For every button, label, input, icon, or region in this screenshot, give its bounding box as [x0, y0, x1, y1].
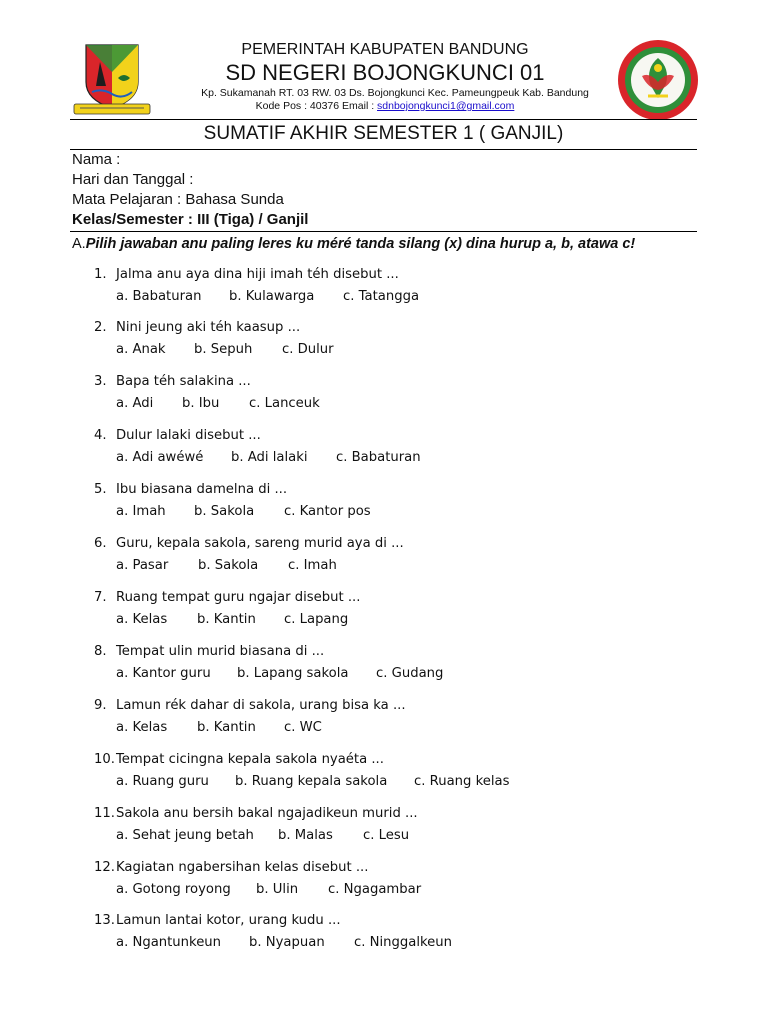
answer-option-c[interactable]: c. Ruang kelas: [414, 774, 510, 789]
mata-pelajaran-field: Mata Pelajaran : Bahasa Sunda: [72, 191, 284, 208]
answer-option-c[interactable]: c. Kantor pos: [284, 504, 371, 519]
question-number: 4.: [94, 428, 107, 443]
question-text: Ruang tempat guru ngajar disebut ...: [116, 590, 361, 605]
answer-option-a[interactable]: a. Sehat jeung betah: [116, 828, 254, 843]
answer-option-c[interactable]: c. Lesu: [363, 828, 410, 843]
question-text: Kagiatan ngabersihan kelas disebut ...: [116, 860, 369, 875]
question-text: Jalma anu aya dina hiji imah téh disebut ...: [116, 267, 399, 282]
answer-option-c[interactable]: c. WC: [284, 720, 322, 735]
question-number: 5.: [94, 482, 107, 497]
question-number: 7.: [94, 590, 107, 605]
answer-option-b[interactable]: b. Ulin: [256, 882, 299, 897]
question-item: [94, 752, 510, 789]
question-item: [94, 644, 444, 681]
question-number: 11.: [94, 806, 115, 821]
header-rule: [70, 119, 697, 120]
kabupaten-bandung-crest-icon: [72, 42, 152, 116]
answer-option-c[interactable]: c. Ngagambar: [328, 882, 422, 897]
school-name: SD NEGERI BOJONGKUNCI 01: [225, 60, 545, 85]
question-number: 3.: [94, 374, 107, 389]
answer-option-c[interactable]: c. Gudang: [376, 666, 444, 681]
question-item: [94, 374, 320, 411]
question-item: [94, 590, 361, 627]
question-number: 13.: [94, 913, 115, 928]
question-text: Dulur lalaki disebut ...: [116, 428, 261, 443]
postal-label: Kode Pos : 40376 Email :: [255, 100, 378, 112]
question-item: [94, 267, 420, 304]
answer-option-c[interactable]: c. Lapang: [284, 612, 349, 627]
question-item: [94, 482, 371, 519]
question-text: Ibu biasana damelna di ...: [116, 482, 288, 497]
answer-option-b[interactable]: b. Lapang sakola: [237, 666, 349, 681]
section-letter: A.: [72, 236, 86, 252]
answer-option-c[interactable]: c. Ninggalkeun: [354, 935, 453, 950]
answer-option-a[interactable]: a. Gotong royong: [116, 882, 231, 897]
answer-option-a[interactable]: a. Pasar: [116, 558, 169, 573]
hari-tanggal-field: Hari dan Tanggal :: [72, 171, 194, 188]
answer-option-c[interactable]: c. Imah: [288, 558, 337, 573]
answer-option-a[interactable]: a. Adi awéwé: [116, 450, 204, 465]
info-rule: [70, 231, 697, 232]
answer-option-a[interactable]: a. Kelas: [116, 720, 168, 735]
school-address: Kp. Sukamanah RT. 03 RW. 03 Ds. Bojongkunci Kec. Pameungpeuk Kab. Bandung: [201, 87, 589, 99]
instruction-text: Pilih jawaban anu paling leres ku méré tanda silang (x) dina hurup a, b, atawa c!: [85, 236, 636, 252]
exam-title: SUMATIF AKHIR SEMESTER 1 ( GANJIL): [203, 123, 564, 144]
question-item: [94, 428, 421, 465]
answer-option-a[interactable]: a. Imah: [116, 504, 166, 519]
question-number: 12.: [94, 860, 115, 875]
government-line: PEMERINTAH KABUPATEN BANDUNG: [241, 41, 529, 58]
question-item: [94, 536, 404, 573]
question-number: 2.: [94, 320, 107, 335]
question-text: Guru, kepala sakola, sareng murid aya di ...: [116, 536, 404, 551]
question-text: Tempat cicingna kepala sakola nyaéta ...: [116, 752, 384, 767]
question-text: Tempat ulin murid biasana di ...: [116, 644, 325, 659]
answer-option-a[interactable]: a. Kantor guru: [116, 666, 211, 681]
answer-option-a[interactable]: a. Babaturan: [116, 289, 202, 304]
answer-option-a[interactable]: a. Ngantunkeun: [116, 935, 222, 950]
answer-option-b[interactable]: b. Kulawarga: [229, 289, 315, 304]
question-item: [94, 806, 418, 843]
question-item: [94, 698, 406, 735]
kelas-semester-field: Kelas/Semester : III (Tiga) / Ganjil: [72, 211, 309, 228]
question-text: Lamun lantai kotor, urang kudu ...: [116, 913, 341, 928]
question-item: [94, 320, 334, 357]
question-number: 1.: [94, 267, 107, 282]
answer-option-b[interactable]: b. Kantin: [197, 612, 256, 627]
nama-field: Nama :: [72, 151, 121, 168]
answer-option-a[interactable]: a. Anak: [116, 342, 166, 357]
question-number: 8.: [94, 644, 107, 659]
instruction: [72, 236, 635, 252]
question-item: [94, 860, 422, 897]
question-text: Bapa téh salakina ...: [116, 374, 251, 389]
question-item: [94, 913, 453, 950]
answer-option-c[interactable]: c. Lanceuk: [249, 396, 320, 411]
answer-option-c[interactable]: c. Dulur: [282, 342, 334, 357]
question-number: 9.: [94, 698, 107, 713]
title-rule: [70, 149, 697, 150]
question-number: 6.: [94, 536, 107, 551]
answer-option-b[interactable]: b. Malas: [278, 828, 333, 843]
answer-option-a[interactable]: a. Ruang guru: [116, 774, 209, 789]
answer-option-b[interactable]: b. Nyapuan: [249, 935, 325, 950]
question-text: Lamun rék dahar di sakola, urang bisa ka ...: [116, 698, 406, 713]
answer-option-a[interactable]: a. Kelas: [116, 612, 168, 627]
question-text: Nini jeung aki téh kaasup ...: [116, 320, 301, 335]
answer-option-b[interactable]: b. Ruang kepala sakola: [235, 774, 388, 789]
answer-option-a[interactable]: a. Adi: [116, 396, 154, 411]
answer-option-b[interactable]: b. Ibu: [182, 396, 220, 411]
question-text: Sakola anu bersih bakal ngajadikeun murid ...: [116, 806, 418, 821]
answer-option-b[interactable]: b. Sakola: [194, 504, 255, 519]
answer-option-c[interactable]: c. Babaturan: [336, 450, 421, 465]
email-link[interactable]: sdnbojongkunci1@gmail.com: [377, 100, 515, 112]
question-number: 10.: [94, 752, 115, 767]
postal-email-line: [160, 100, 610, 112]
answer-option-b[interactable]: b. Adi lalaki: [231, 450, 308, 465]
answer-option-b[interactable]: b. Sakola: [198, 558, 259, 573]
answer-option-b[interactable]: b. Sepuh: [194, 342, 253, 357]
answer-option-c[interactable]: c. Tatangga: [343, 289, 420, 304]
answer-option-b[interactable]: b. Kantin: [197, 720, 256, 735]
school-emblem-icon: [616, 38, 700, 122]
